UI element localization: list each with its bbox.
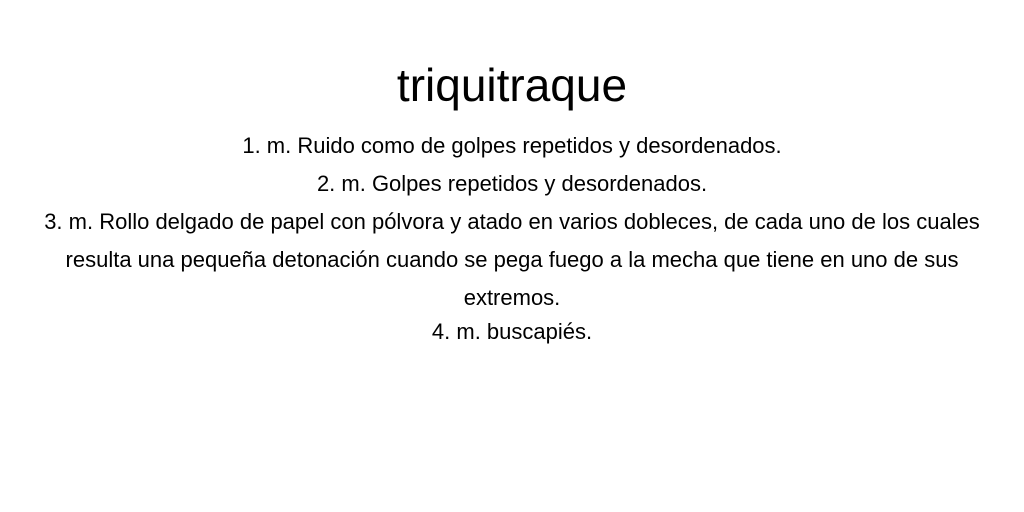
headword: triquitraque	[396, 59, 628, 111]
definition-4: 4. m. buscapiés.	[431, 319, 593, 344]
definition-2: 2. m. Golpes repetidos y desordenados.	[316, 171, 708, 196]
definition-1: 1. m. Ruido como de golpes repetidos y desordenados.	[242, 133, 782, 158]
definition-list	[30, 127, 994, 347]
definition-3: 3. m. Rollo delgado de papel con pólvora y atado en varios dobleces, de cada uno de los cuales resulta una pequeña detonación cuando se pega fuego a la mecha que tiene en uno de sus extremos.	[44, 209, 980, 310]
